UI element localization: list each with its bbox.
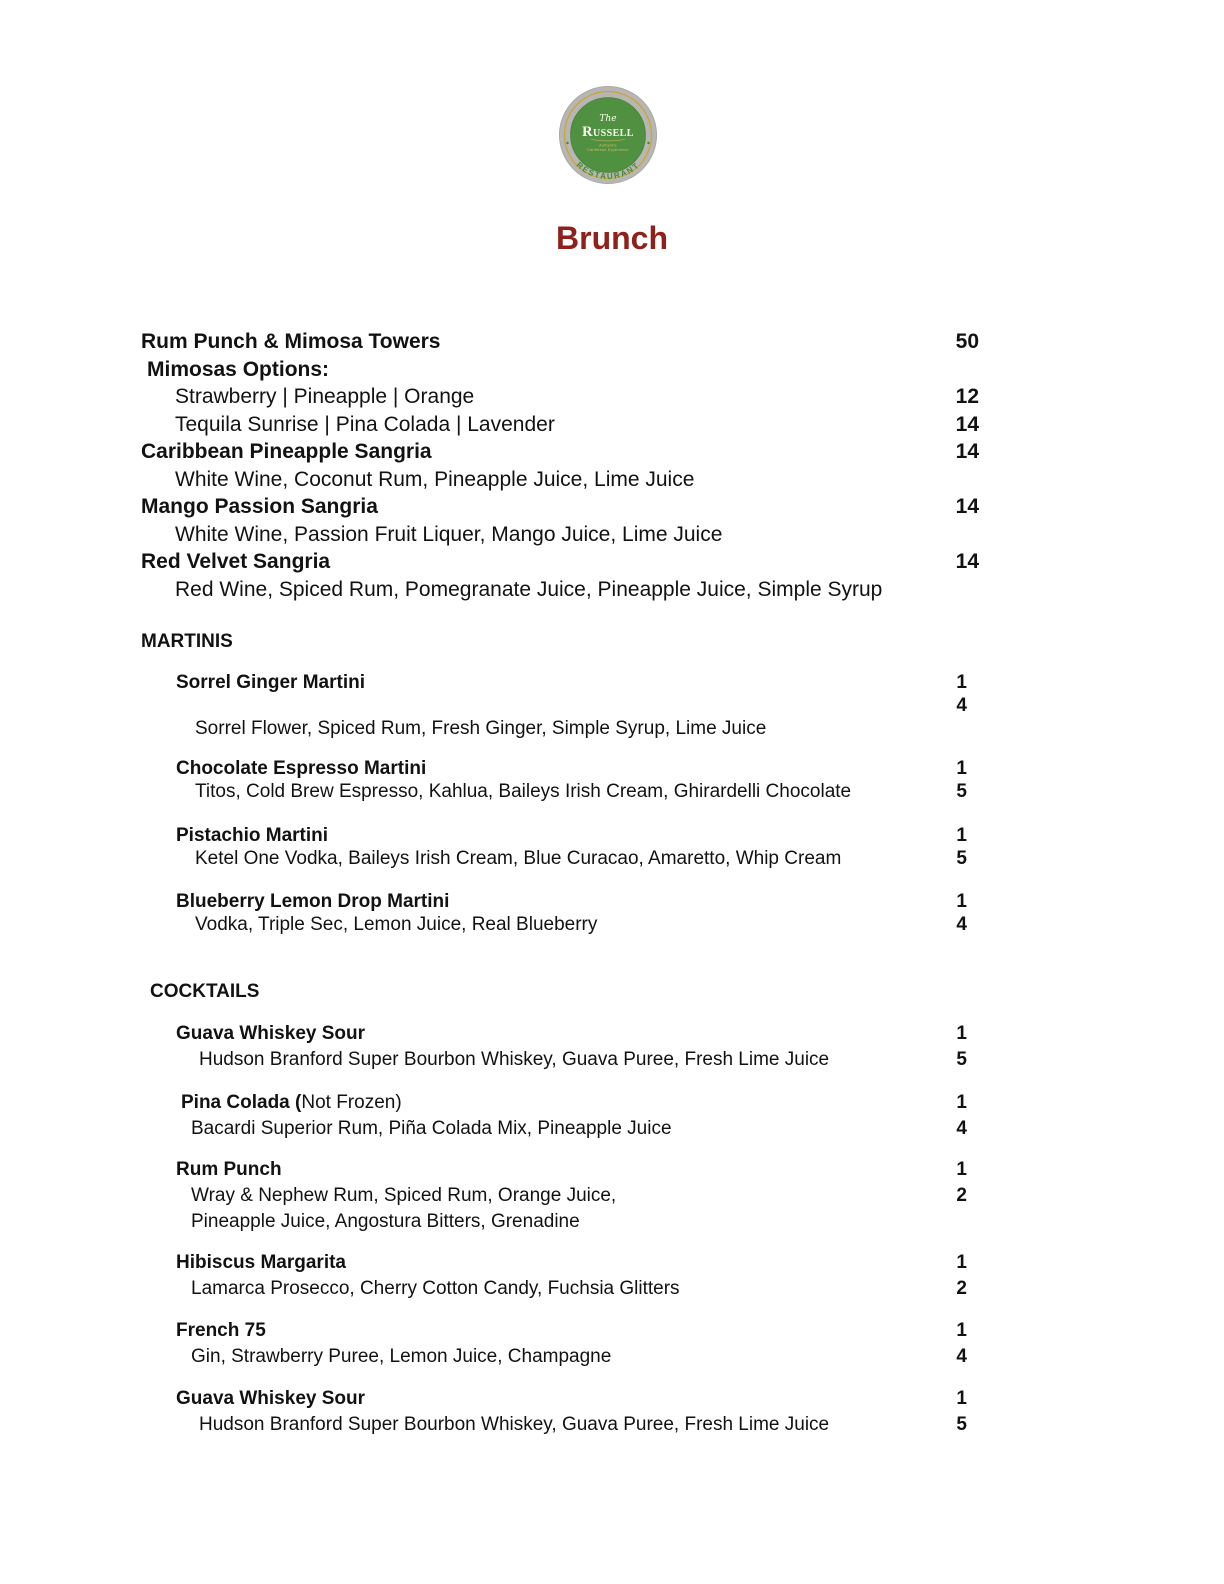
item-price-wrap-line	[141, 694, 979, 717]
item-description: Red Wine, Spiced Rum, Pomegranate Juice, Pineapple Juice, Simple Syrup	[175, 577, 883, 601]
item-price-digit: 5	[956, 1414, 967, 1435]
item-name: Pistachio Martini	[176, 825, 329, 846]
item-description: Wray & Nephew Rum, Spiced Rum, Orange Juice,	[191, 1185, 617, 1206]
item-price-digit: 4	[956, 914, 967, 935]
menu-item	[141, 1386, 979, 1438]
item-description: Titos, Cold Brew Espresso, Kahlua, Baileys Irish Cream, Ghirardelli Chocolate	[195, 781, 852, 802]
item-price-digit: 1	[956, 1252, 967, 1273]
menu-row	[141, 548, 979, 576]
item-name: Pina Colada (	[181, 1092, 302, 1113]
item-description: Lamarca Prosecco, Cherry Cotton Candy, Fuchsia Glitters	[191, 1278, 680, 1299]
item-price-digit: 1	[956, 1320, 967, 1341]
menu-row	[141, 411, 979, 439]
item-title-line	[141, 1318, 979, 1344]
page-title: Brunch	[556, 220, 668, 256]
item-price-digit: 5	[956, 848, 967, 869]
item-name: Chocolate Espresso Martini	[176, 758, 427, 779]
item-description-line	[141, 717, 979, 740]
item-price-digit: 2	[956, 1185, 967, 1206]
item-price-digit: 5	[956, 1049, 967, 1070]
item-description: Vodka, Triple Sec, Lemon Juice, Real Blueberry	[195, 914, 598, 935]
item-name: Red Velvet Sangria	[141, 550, 331, 573]
restaurant-logo-badge	[558, 85, 658, 185]
menu-item	[141, 824, 979, 870]
item-title-line	[141, 890, 979, 913]
item-price: 12	[955, 385, 979, 408]
item-title-line	[141, 1021, 979, 1047]
item-price-digit: 1	[956, 825, 967, 846]
item-price-digit: 4	[956, 695, 967, 716]
item-description: Ketel One Vodka, Baileys Irish Cream, Blue Curacao, Amaretto, Whip Cream	[195, 848, 842, 869]
item-description-line	[141, 1209, 979, 1235]
item-price-digit: 1	[956, 1388, 967, 1409]
item-price: 14	[955, 440, 979, 463]
item-price: 14	[955, 495, 979, 518]
menu-row	[141, 383, 979, 411]
item-description-line	[141, 1276, 979, 1302]
item-name: Caribbean Pineapple Sangria	[141, 440, 432, 463]
item-description: White Wine, Coconut Rum, Pineapple Juice, Lime Juice	[175, 467, 695, 491]
item-name: French 75	[176, 1320, 266, 1341]
section-header-cocktails: COCKTAILS	[150, 981, 260, 1002]
menu-item	[141, 671, 979, 740]
menu-row	[141, 576, 979, 604]
menu-row	[141, 466, 979, 494]
menu-content	[141, 328, 979, 1438]
item-price: 50	[955, 330, 979, 353]
item-title-line	[141, 1386, 979, 1412]
item-title-line	[141, 671, 979, 694]
restaurant-logo	[558, 85, 658, 185]
item-price-digit: 1	[956, 1159, 967, 1180]
item-name: Sorrel Ginger Martini	[176, 672, 365, 693]
item-price-digit: 1	[956, 758, 967, 779]
item-price-digit: 1	[956, 672, 967, 693]
item-description: Hudson Branford Super Bourbon Whiskey, Guava Puree, Fresh Lime Juice	[199, 1049, 830, 1070]
item-description: Sorrel Flower, Spiced Rum, Fresh Ginger, Simple Syrup, Lime Juice	[195, 718, 767, 739]
item-title-line	[141, 1090, 979, 1116]
menu-item	[141, 1318, 979, 1370]
item-description-line	[141, 1116, 979, 1142]
item-description-line	[141, 1344, 979, 1370]
logo-tagline-line2: Caribbean Experience	[587, 148, 629, 152]
item-price: 14	[955, 550, 979, 573]
item-title-line	[141, 1250, 979, 1276]
item-name: Rum Punch & Mimosa Towers	[141, 330, 441, 353]
menu-item	[141, 890, 979, 936]
item-description: White Wine, Passion Fruit Liquer, Mango Juice, Lime Juice	[175, 522, 723, 546]
logo-restaurant-arc-text: RESTAURANT	[574, 160, 642, 181]
menu-row	[141, 521, 979, 549]
item-description-line	[141, 847, 979, 870]
logo-script-word: The	[599, 114, 617, 124]
item-price: 14	[955, 412, 979, 436]
item-name: Guava Whiskey Sour	[176, 1023, 366, 1044]
logo-brand-text: Russell	[582, 124, 634, 140]
item-price-digit: 1	[956, 1092, 967, 1113]
item-option: Tequila Sunrise | Pina Colada | Lavender	[175, 412, 555, 436]
item-price-digit: 4	[956, 1118, 967, 1139]
item-description-line	[141, 1047, 979, 1073]
menu-row	[141, 438, 979, 466]
logo-deco-dot-right	[647, 142, 649, 144]
item-description: Bacardi Superior Rum, Piña Colada Mix, Pineapple Juice	[191, 1118, 672, 1139]
item-price-digit: 4	[956, 1346, 967, 1367]
item-description: Pineapple Juice, Angostura Bitters, Grenadine	[191, 1211, 580, 1232]
item-name-note: Not Frozen)	[301, 1092, 402, 1113]
section-header-martinis: MARTINIS	[141, 631, 233, 652]
item-description-line	[141, 913, 979, 936]
item-name: Guava Whiskey Sour	[176, 1388, 366, 1409]
menu-item	[141, 1157, 979, 1235]
item-name: Rum Punch	[176, 1159, 282, 1180]
item-description-line	[141, 1412, 979, 1438]
item-description: Hudson Branford Super Bourbon Whiskey, Guava Puree, Fresh Lime Juice	[199, 1414, 830, 1435]
menu-item	[141, 1250, 979, 1302]
item-price-digit: 1	[956, 1023, 967, 1044]
item-price-digit: 1	[956, 891, 967, 912]
item-name: Blueberry Lemon Drop Martini	[176, 891, 450, 912]
item-name: Mimosas Options:	[147, 357, 330, 381]
item-description: Gin, Strawberry Puree, Lemon Juice, Champagne	[191, 1346, 612, 1367]
item-price-digit: 5	[956, 781, 967, 802]
menu-item	[141, 1090, 979, 1142]
item-title-line	[141, 824, 979, 847]
item-title-line	[141, 1157, 979, 1183]
menu-row	[141, 493, 979, 521]
menu-row	[141, 328, 979, 356]
item-name: Hibiscus Margarita	[176, 1252, 346, 1273]
item-option: Strawberry | Pineapple | Orange	[175, 385, 475, 408]
logo-tagline-line1: Authentic	[599, 143, 617, 148]
logo-deco-dot-left	[566, 142, 568, 144]
item-title-line	[141, 757, 979, 780]
item-name: Mango Passion Sangria	[141, 495, 378, 518]
item-description-line	[141, 1183, 979, 1209]
menu-item	[141, 757, 979, 803]
menu-item	[141, 1021, 979, 1073]
item-price-digit: 2	[956, 1278, 967, 1299]
menu-row	[141, 356, 979, 384]
item-description-line	[141, 780, 979, 803]
